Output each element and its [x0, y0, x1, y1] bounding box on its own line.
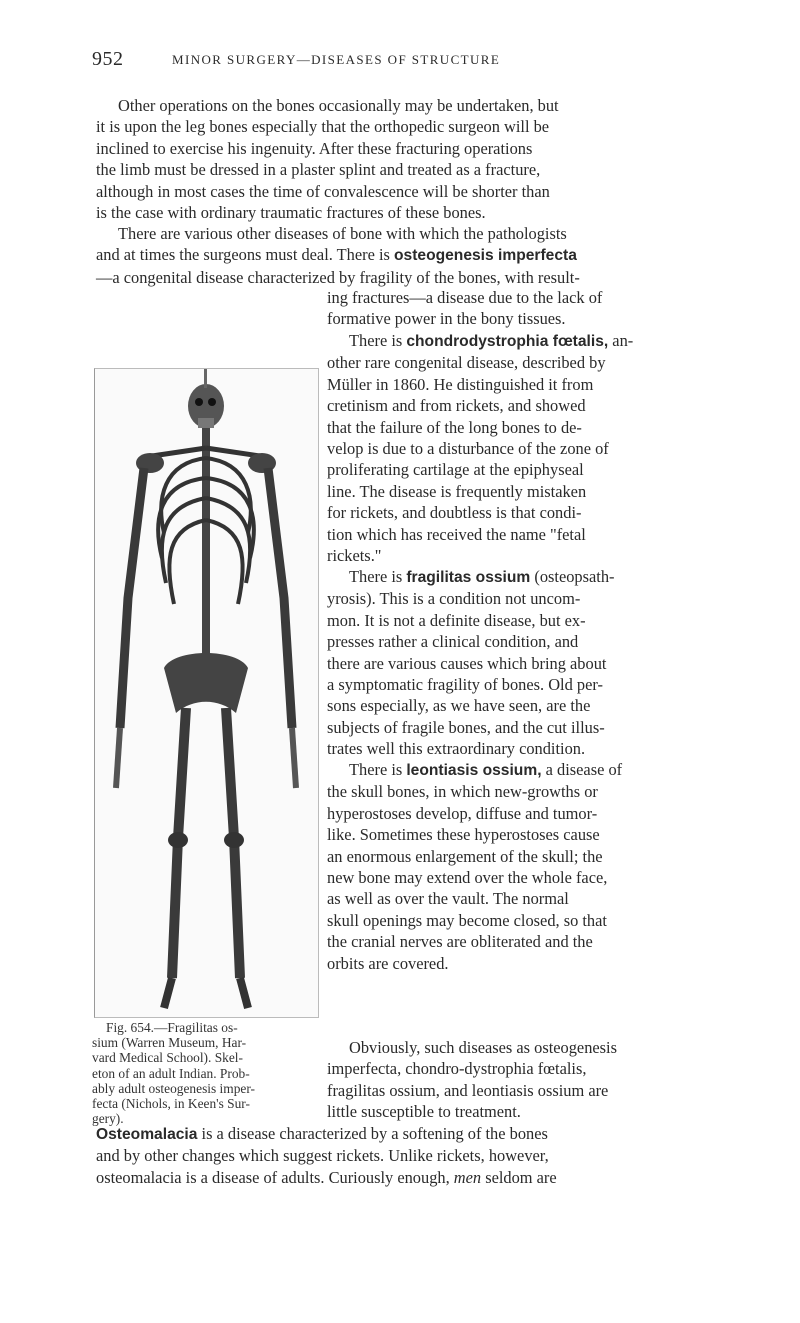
text-line: there are various causes which bring about: [327, 653, 607, 673]
paragraph-1: [96, 95, 724, 223]
text-line: proliferating cartilage at the epiphyseal: [327, 460, 584, 480]
text-line: like. Sometimes these hyperostoses cause: [327, 825, 600, 845]
text-line: trates well this extraordinary condition.: [327, 739, 586, 759]
text-line: formative power in the bony tissues.: [327, 309, 566, 329]
text-fragment: osteomalacia is a disease of adults. Curiously enough,: [96, 1167, 454, 1187]
text-line: [327, 759, 724, 781]
caption-line: fecta (Nichols, in Keen's Sur-: [92, 1096, 250, 1112]
text-line: little susceptible to treatment.: [327, 1102, 521, 1122]
figure-skeleton: [94, 368, 319, 1018]
text-line: cretinism and from rickets, and showed: [327, 396, 586, 416]
text-line: mon. It is not a definite disease, but ex-: [327, 610, 586, 630]
text-fragment: seldom are: [481, 1167, 557, 1187]
text-line: for rickets, and doubtless is that condi-: [327, 503, 582, 523]
text-line: There are various other diseases of bone with which the pathologists: [118, 224, 567, 243]
text-line: [96, 244, 724, 266]
term-osteogenesis-imperfecta: osteogenesis imperfecta: [394, 247, 577, 265]
caption-line: sium (Warren Museum, Har-: [92, 1035, 247, 1051]
figure-frame: [94, 368, 319, 1018]
text-line: the limb must be dressed in a plaster splint and treated as a fracture,: [96, 160, 541, 180]
running-head: MINOR SURGERY—DISEASES OF STRUCTURE: [172, 52, 501, 67]
text-line: that the failure of the long bones to de-: [327, 417, 582, 437]
text-line: other rare congenital disease, described by: [327, 353, 606, 373]
paragraph-2-continued: [327, 287, 724, 330]
text-line: line. The disease is frequently mistaken: [327, 481, 587, 501]
text-line: skull openings may become closed, so that: [327, 910, 607, 930]
text-fragment: and at times the surgeons must deal. There is: [96, 245, 395, 265]
text-line: new bone may extend over the whole face,: [327, 868, 608, 888]
text-fragment: (osteopsath-: [530, 567, 615, 586]
text-line: Müller in 1860. He distinguished it from: [327, 374, 594, 394]
text-line: —a congenital disease characterized by fragility of the bones, with result-: [96, 267, 580, 287]
text-fragment: a disease of: [541, 760, 623, 779]
text-line: and by other changes which suggest rickets. Unlike rickets, however,: [96, 1146, 549, 1166]
text-line: hyperostoses develop, diffuse and tumor-: [327, 803, 598, 823]
text-line: subjects of fragile bones, and the cut illus-: [327, 717, 605, 737]
text-line: the skull bones, in which new-growths or: [327, 782, 598, 802]
paragraph-treatment: [327, 1037, 724, 1123]
term-chondrodystrophia: chondrodystrophia fœtalis,: [406, 333, 609, 350]
text-line: an enormous enlargement of the skull; the: [327, 846, 603, 866]
paragraph-leontiasis: [327, 759, 724, 974]
text-line: [327, 330, 724, 352]
paragraph-osteomalacia: [96, 1123, 724, 1188]
text-line: imperfecta, chondro-dystrophia fœtalis,: [327, 1059, 587, 1079]
text-line: a symptomatic fragility of bones. Old per-: [327, 675, 603, 695]
text-line: Other operations on the bones occasionally may be undertaken, but: [118, 96, 559, 115]
text-line: tion which has received the name "fetal: [327, 524, 586, 544]
text-line: orbits are covered.: [327, 953, 449, 973]
paragraph-2: [96, 223, 724, 288]
paragraph-fragilitas: [327, 566, 724, 760]
caption-line: gery).: [92, 1111, 124, 1127]
paragraph-chondrodystrophia: [327, 330, 724, 566]
page-header: [92, 48, 724, 72]
text-line: [327, 566, 724, 588]
page-number: 952: [92, 48, 124, 70]
text-fragment: is a disease characterized by a softening of the bones: [197, 1124, 548, 1143]
term-osteomalacia: Osteomalacia: [96, 1126, 198, 1143]
text-line: velop is due to a disturbance of the zone of: [327, 439, 609, 459]
caption-line: eton of an adult Indian. Prob-: [92, 1065, 250, 1081]
text-line: presses rather a clinical condition, and: [327, 632, 579, 652]
text-line: fragilitas ossium, and leontiasis ossium are: [327, 1080, 609, 1100]
text-fragment: There is: [349, 567, 407, 586]
caption-line: Fig. 654.—Fragilitas os-: [106, 1020, 238, 1035]
text-line: inclined to exercise his ingenuity. After these fracturing operations: [96, 138, 533, 158]
text-line: it is upon the leg bones especially that the orthopedic surgeon will be: [96, 117, 550, 137]
caption-line: vard Medical School). Skel-: [92, 1050, 243, 1066]
text-line: Obviously, such diseases as osteogenesis: [349, 1038, 617, 1057]
text-line: although in most cases the time of convalescence will be shorter than: [96, 181, 550, 201]
text-line: sons especially, as we have seen, are the: [327, 696, 591, 716]
term-fragilitas-ossium: fragilitas ossium: [406, 569, 531, 586]
text-line: as well as over the vault. The normal: [327, 889, 569, 909]
figure-caption: [92, 1020, 292, 1126]
text-fragment: There is: [349, 760, 407, 779]
italic-word: men: [453, 1167, 482, 1187]
text-fragment: There is: [349, 331, 407, 350]
term-leontiasis-ossium: leontiasis ossium,: [406, 762, 542, 779]
text-line: [96, 1167, 724, 1188]
text-line: ing fractures—a disease due to the lack of: [327, 288, 603, 307]
text-fragment: an-: [608, 331, 634, 350]
caption-line: ably adult osteogenesis imper-: [92, 1080, 255, 1096]
text-line: yrosis). This is a condition not uncom-: [327, 589, 581, 609]
text-line: is the case with ordinary traumatic fractures of these bones.: [96, 203, 486, 223]
text-line: the cranial nerves are obliterated and the: [327, 932, 593, 952]
text-line: rickets.": [327, 546, 382, 566]
